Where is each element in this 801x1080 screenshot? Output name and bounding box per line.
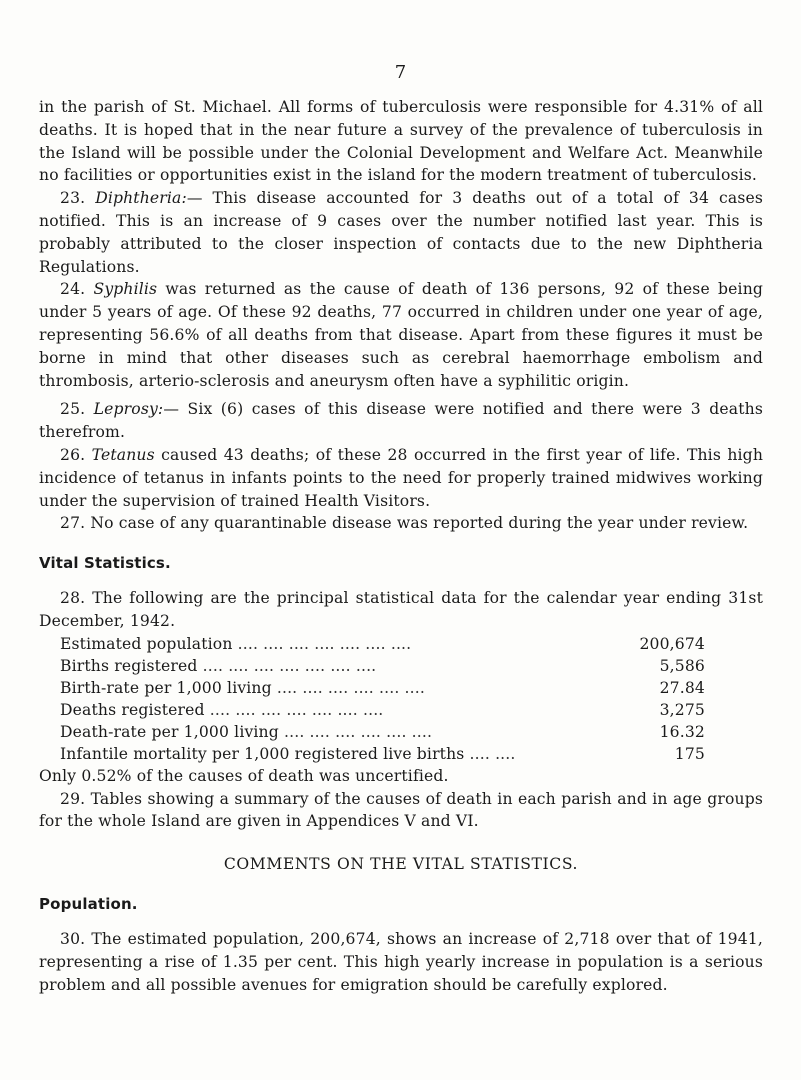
paragraph-27: 27. No case of any quarantinable disease was reported during the year under review.: [60, 514, 749, 533]
paragraph-text: — This disease accounted for 3 deaths out of a total of 34 cases notified. This is an increase of 9 cases over the number notified last year. This is probably attributed to the closer inspection of contacts due to the new Diphtheria Regulations.: [39, 189, 763, 276]
stat-label: Estimated population: [60, 634, 233, 653]
stat-value: 16.32: [659, 722, 705, 741]
uncertified-note: Only 0.52% of the causes of death was uncertified.: [39, 766, 449, 785]
document-body: [39, 96, 763, 996]
stat-row: [60, 699, 705, 721]
stat-label: Infantile mortality per 1,000 registered live births: [60, 744, 465, 763]
stat-value: 27.84: [659, 678, 705, 697]
stat-value: 200,674: [639, 634, 705, 653]
stat-label: Death-rate per 1,000 living: [60, 722, 279, 741]
stat-label: Births registered: [60, 656, 198, 675]
paragraph-number: 24.: [60, 280, 86, 299]
stat-row: [60, 633, 705, 655]
dot-leader: .... .... .... .... .... ....: [278, 722, 433, 741]
stat-row: [60, 677, 705, 699]
dot-leader: .... .... .... .... .... .... ....: [232, 634, 412, 653]
disease-label-leprosy: Leprosy:: [93, 400, 164, 419]
paragraph-number: 25.: [60, 400, 86, 419]
paragraph-30: 30. The estimated population, 200,674, shows an increase of 2,718 over that of 1941, representing a rise of 1.35 per cent. This high yearly increase in population is a serious problem and all possible avenues for emigration should be carefully explored.: [39, 929, 763, 994]
stat-label-cell: [60, 633, 615, 655]
section-heading-population: Population.: [39, 894, 138, 913]
stat-label-cell: [60, 677, 615, 699]
stat-row: [60, 655, 705, 677]
stat-label-cell: [60, 655, 615, 677]
dot-leader: .... ....: [464, 744, 516, 763]
stat-label-cell: [60, 721, 615, 743]
stat-label-cell: [60, 743, 615, 765]
comments-title: COMMENTS ON THE VITAL STATISTICS.: [223, 855, 579, 874]
paragraph-number: 23.: [60, 189, 86, 208]
paragraph-number: 26.: [60, 445, 86, 464]
section-heading-vital-statistics: Vital Statistics.: [39, 554, 171, 573]
stat-value: 175: [674, 744, 705, 763]
paragraph-26: [39, 444, 763, 512]
paragraph-text: caused 43 deaths; of these 28 occurred in the first year of life. This high incidence of tetanus in infants points to the need for properly trained midwives working under the supervision of trained Health Visitors.: [39, 445, 764, 510]
disease-label-diphtheria: Diphtheria:: [95, 189, 187, 208]
paragraph-23: [39, 187, 763, 278]
dot-leader: .... .... .... .... .... ....: [271, 678, 425, 697]
disease-label-syphilis: Syphilis: [93, 280, 158, 299]
vital-statistics-table: [60, 633, 705, 765]
stat-label-cell: [60, 699, 615, 721]
paragraph-24: [39, 278, 763, 392]
paragraph-28: 28. The following are the principal statistical data for the calendar year ending 31st December, 1942.: [39, 589, 763, 630]
dot-leader: .... .... .... .... .... .... ....: [204, 700, 384, 719]
stat-value: 3,275: [659, 700, 705, 719]
paragraph-25: [39, 398, 763, 444]
dot-leader: .... .... .... .... .... .... ....: [197, 656, 377, 675]
stat-value: 5,586: [659, 656, 705, 675]
paragraph-29: 29. Tables showing a summary of the causes of death in each parish and in age groups for the whole Island are given in Appendices V and VI.: [39, 789, 763, 831]
paragraph-text: was returned as the cause of death of 136 persons, 92 of these being under 5 years of age. Of these 92 deaths, 77 occurred in children under one year of age, representing 56.6% of all deaths from that disease. Apart from these figures it must be borne in mind that other diseases such as cerebral haemorrhage embolism and thrombosis, arterio-sclerosis and aneurysm often have a syphilitic origin.: [39, 280, 764, 390]
stat-label: Birth-rate per 1,000 living: [60, 678, 272, 697]
paragraph-intro: in the parish of St. Michael. All forms of tuberculosis were responsible for 4.31% of all deaths. It is hoped that in the near future a survey of the prevalence of tuberculosis in the Island will be possible under the Colonial Development and Welfare Act. Meanwhile no facilities or opportunities exist in the island for the modern treatment of tuberculosis.: [39, 98, 763, 185]
page-number: 7: [394, 62, 407, 83]
disease-label-tetanus: Tetanus: [91, 445, 155, 464]
stat-row: [60, 743, 705, 765]
stat-label: Deaths registered: [60, 700, 205, 719]
paragraph-text: — Six (6) cases of this disease were notified and there were 3 deaths therefrom.: [39, 400, 763, 442]
stat-row: [60, 721, 705, 743]
